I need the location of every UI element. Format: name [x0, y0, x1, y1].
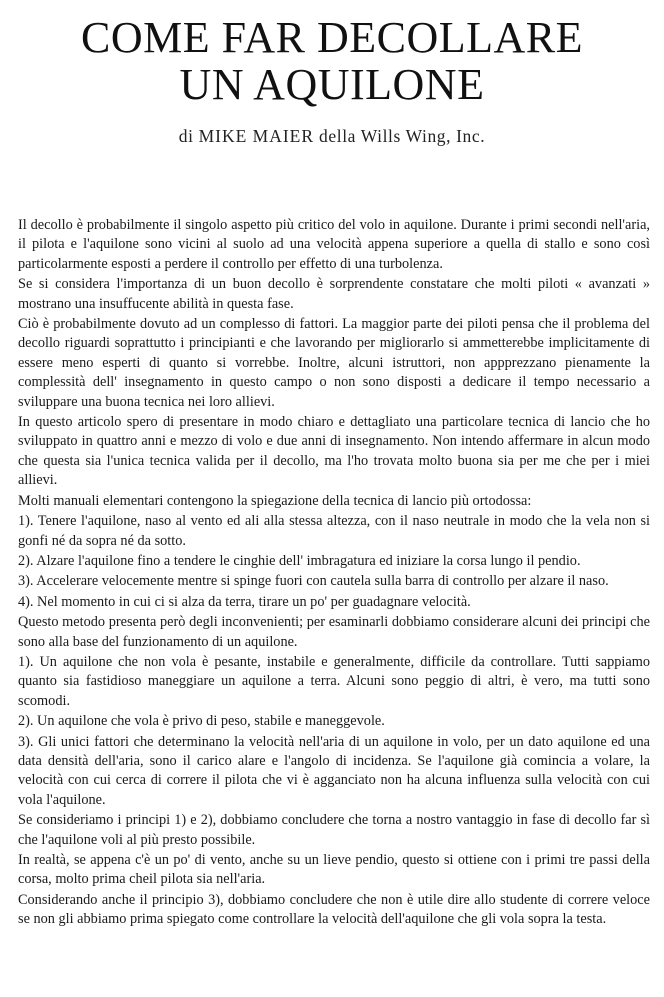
list-item: 3). Gli unici fattori che determinano la velocità nell'aria di un aquilone in volo, per un dato aquilone ed una data densità dell'aria, sono il carico alare e l'angolo di incidenza. Se l'aquilone già comincia a volare, la velocità con cui cerca di correre il pilota che vi è agganciato non ha alcuna influenza sulla velocità con cui vola l'aquilone.: [18, 733, 650, 808]
byline-suffix: della Wills Wing, Inc.: [319, 126, 486, 146]
paragraph: Questo metodo presenta però degli inconvenienti; per esaminarli dobbiamo considerare alcuni dei principi che sono alla base del funzionamento di un aquilone.: [18, 614, 650, 650]
paragraph: Se si considera l'importanza di un buon decollo è sorprendente constatare che molti piloti « avanzati » mostrano una insuffucente abilità in questa fase.: [18, 276, 650, 312]
list-item: 2). Alzare l'aquilone fino a tendere le cinghie dell' imbragatura ed iniziare la corsa lungo il pendio.: [18, 552, 581, 569]
title-line-1: COME FAR DECOLLARE: [81, 13, 583, 62]
byline-author: MIKE MAIER: [198, 126, 315, 146]
list-item: 4). Nel momento in cui ci si alza da terra, tirare un po' per guadagnare velocità.: [18, 593, 471, 610]
paragraph: Ciò è probabilmente dovuto ad un complesso di fattori. La maggior parte dei piloti pensa che il problema del decollo riguardi soprattutto i principianti e che lavorando per migliorarlo si ammetterebbe implicitamente di essere meno esperti di quanto si vorrebbe. Inoltre, alcuni istruttori, non appprezzano pienamente la complessità dell' insegnamento in questo campo o non sono disposti a dedicare il tempo necessario a sviluppare una buona tecnica nei loro allievi.: [18, 316, 650, 410]
paragraph: In questo articolo spero di presentare in modo chiaro e dettagliato una particolare tecnica di lancio che ho sviluppato in quattro anni e mezzo di volo e due anni di insegnamento. Non intendo affermare in alcun modo che questa sia l'unica tecnica valida per il decollo, ma l'ho trovata molto buona sia per me che per i miei allievi.: [18, 414, 650, 489]
paragraph: In realtà, se appena c'è un po' di vento, anche su un lieve pendio, questo si ottiene con i primi tre passi della corsa, molto prima cheil pilota sia nell'aria.: [18, 852, 650, 888]
byline: [0, 126, 664, 147]
list-item: 3). Accelerare velocemente mentre si spinge fuori con cautela sulla barra di controllo per alzare il naso.: [18, 573, 609, 590]
article-body: [18, 216, 650, 931]
paragraph: Se consideriamo i principi 1) e 2), dobbiamo concludere che torna a nostro vantaggio in fase di decollo far sì che l'aquilone voli al più presto possibile.: [18, 812, 650, 848]
paragraph: Il decollo è probabilmente il singolo aspetto più critico del volo in aquilone. Durante i primi secondi nell'aria, il pilota e l'aquilone sono vicini al suolo ad una velocità appena superiore a quella di stallo e sono così particolarmente esposti a perdere il controllo per effetto di una turbolenza.: [18, 217, 650, 272]
paragraph: Molti manuali elementari contengono la spiegazione della tecnica di lancio più ortodossa:: [18, 492, 532, 509]
article-title: [0, 14, 664, 108]
title-line-2: UN AQUILONE: [179, 60, 485, 109]
byline-prefix: di: [178, 126, 194, 146]
list-item: 1). Un aquilone che non vola è pesante, instabile e generalmente, difficile da controllare. Tutti sappiamo quanto sia fastidioso maneggiare un aquilone a terra. Alcuni sono peggio di altri, è vero, ma tutti sono scomodi.: [18, 653, 650, 709]
list-item: 2). Un aquilone che vola è privo di peso, stabile e maneggevole.: [18, 713, 385, 730]
paragraph: Considerando anche il principio 3), dobbiamo concludere che non è utile dire allo studente di correre veloce se non gli abbiamo prima spiegato come controllare la velocità dell'aquilone che gli vola sopra la testa.: [18, 891, 650, 928]
list-item: 1). Tenere l'aquilone, naso al vento ed ali alla stessa altezza, con il naso neutrale in modo che la vela non si gonfi né da sopra né da sotto.: [18, 513, 650, 549]
